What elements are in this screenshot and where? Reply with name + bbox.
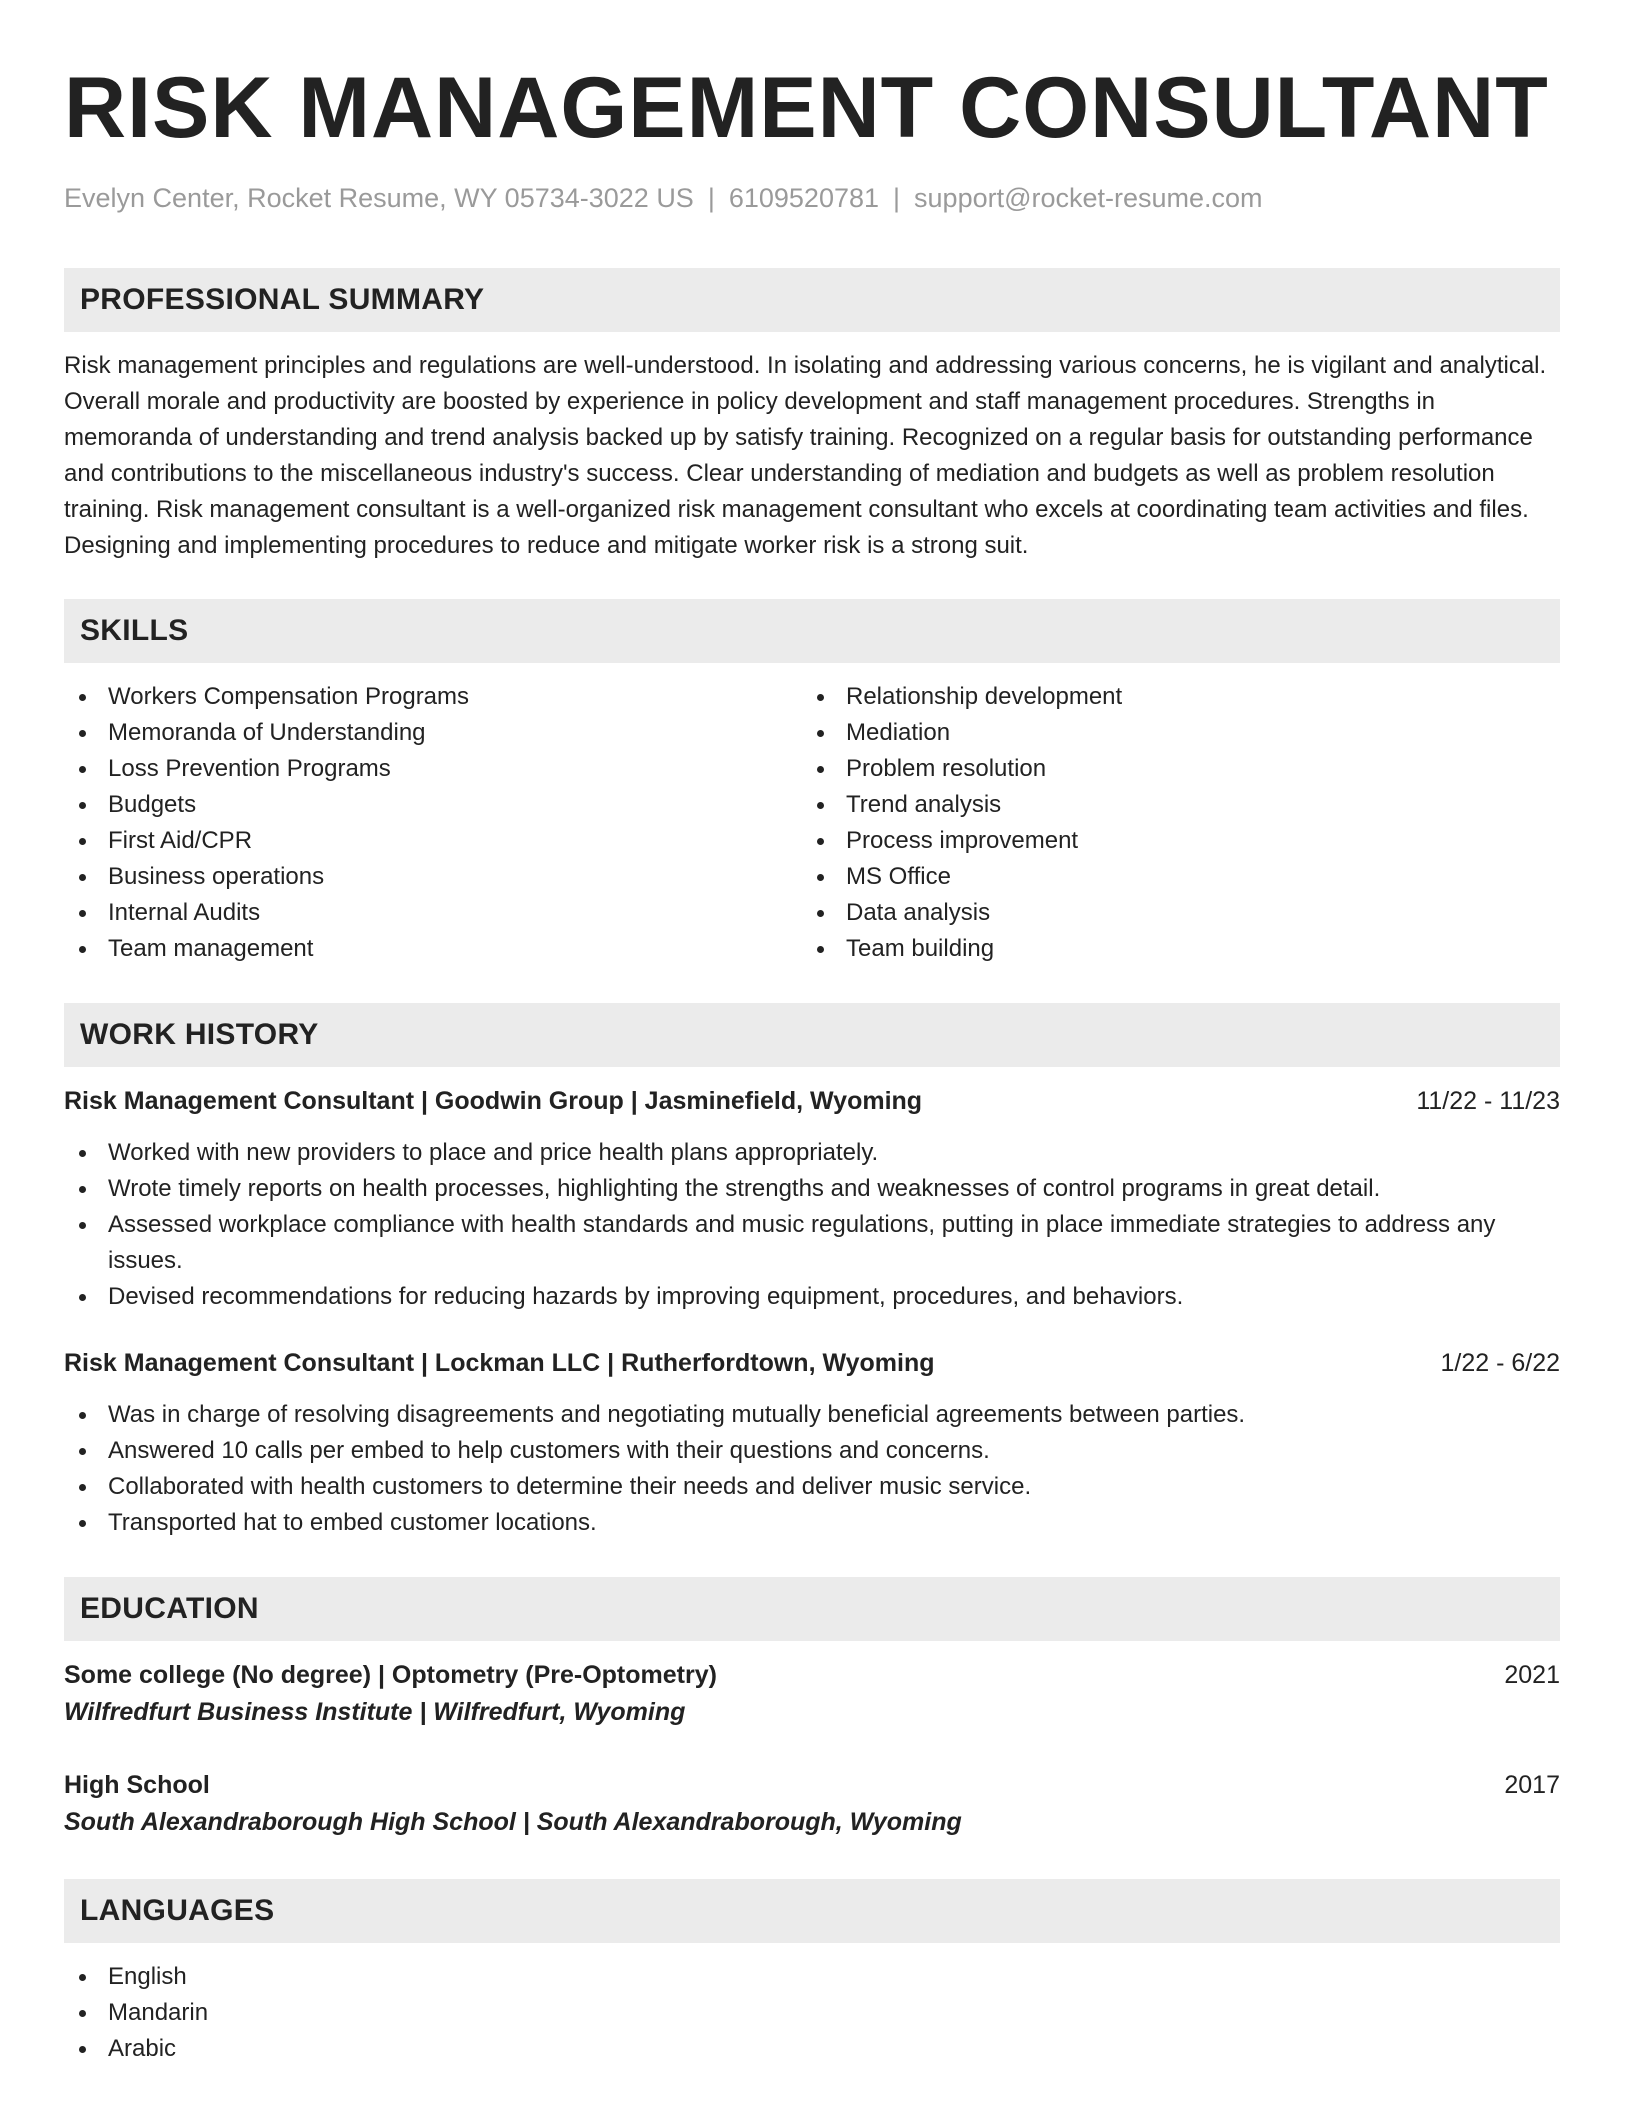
contact-email[interactable]: support@rocket-resume.com <box>914 183 1263 213</box>
contact-separator: | <box>893 183 901 213</box>
job-bullet: Devised recommendations for reducing hazards by improving equipment, procedures, and behaviors. <box>64 1279 1560 1315</box>
education-entry <box>64 1657 1560 1731</box>
education-year: 2021 <box>1504 1661 1560 1689</box>
skills-list-left <box>64 679 802 967</box>
language-item: English <box>64 1959 1560 1995</box>
skills-heading: SKILLS <box>64 599 1560 663</box>
education-institution: South Alexandraborough High School | South Alexandraborough, Wyoming <box>64 1808 962 1836</box>
skill-item: Budgets <box>64 787 802 823</box>
contact-separator: | <box>707 183 715 213</box>
job-entry <box>64 1083 1560 1315</box>
skill-item: Business operations <box>64 859 802 895</box>
summary-heading: PROFESSIONAL SUMMARY <box>64 268 1560 332</box>
job-header <box>64 1345 1560 1381</box>
education-institution: Wilfredfurt Business Institute | Wilfredfurt, Wyoming <box>64 1698 686 1726</box>
job-bullets <box>64 1135 1560 1315</box>
skill-item: Mediation <box>802 715 1540 751</box>
language-item: Mandarin <box>64 1995 1560 2031</box>
contact-phone: 6109520781 <box>728 183 880 213</box>
education-header <box>64 1767 1560 1803</box>
education-degree: Some college (No degree) | Optometry (Pre-Optometry) <box>64 1661 717 1689</box>
skill-item: Workers Compensation Programs <box>64 679 802 715</box>
job-bullet: Collaborated with health customers to determine their needs and deliver music service. <box>64 1469 1560 1505</box>
summary-text: Risk management principles and regulations are well-understood. In isolating and addressing various concerns, he is vigilant and analytical. Overall morale and productivity are boosted by experience in policy development and staff management procedures. Strengths in memoranda of understanding and trend analysis backed up by satisfy training. Recognized on a regular basis for outstanding performance and contributions to the miscellaneous industry's success. Clear understanding of mediation and budgets as well as problem resolution training. Risk management consultant is a well-organized risk management consultant who excels at coordinating team activities and files. Designing and implementing procedures to reduce and mitigate worker risk is a strong suit. <box>64 352 1547 559</box>
education-degree: High School <box>64 1771 210 1799</box>
education-year: 2017 <box>1504 1771 1560 1799</box>
job-header <box>64 1083 1560 1119</box>
languages-list <box>64 1959 1560 2067</box>
job-bullet: Wrote timely reports on health processes, highlighting the strengths and weaknesses of control programs in great detail. <box>64 1171 1560 1207</box>
skill-item: Internal Audits <box>64 895 802 931</box>
skill-item: Team building <box>802 931 1540 967</box>
job-bullet: Was in charge of resolving disagreements and negotiating mutually beneficial agreements between parties. <box>64 1397 1560 1433</box>
skill-item: Trend analysis <box>802 787 1540 823</box>
skill-item: Memoranda of Understanding <box>64 715 802 751</box>
contact-line <box>64 180 1560 216</box>
language-item: Arabic <box>64 2031 1560 2067</box>
skill-item: Problem resolution <box>802 751 1540 787</box>
job-bullets <box>64 1397 1560 1541</box>
job-title: Risk Management Consultant | Lockman LLC | Rutherfordtown, Wyoming <box>64 1349 935 1377</box>
resume-title: RISK MANAGEMENT CONSULTANT <box>64 60 1549 156</box>
skill-item: Team management <box>64 931 802 967</box>
skills-columns <box>64 679 1560 967</box>
skill-item: Process improvement <box>802 823 1540 859</box>
job-entry <box>64 1345 1560 1541</box>
job-title: Risk Management Consultant | Goodwin Group | Jasminefield, Wyoming <box>64 1087 923 1115</box>
job-dates: 1/22 - 6/22 <box>1440 1349 1560 1377</box>
work-history-heading: WORK HISTORY <box>64 1003 1560 1067</box>
resume-page <box>64 0 1560 2067</box>
skill-item: MS Office <box>802 859 1540 895</box>
skills-list-right <box>802 679 1540 967</box>
job-bullet: Worked with new providers to place and price health plans appropriately. <box>64 1135 1560 1171</box>
job-bullet: Transported hat to embed customer locations. <box>64 1505 1560 1541</box>
skill-item: Relationship development <box>802 679 1540 715</box>
job-bullet: Assessed workplace compliance with health standards and music regulations, putting in place immediate strategies to address any issues. <box>64 1207 1560 1279</box>
skill-item: Loss Prevention Programs <box>64 751 802 787</box>
contact-address: Evelyn Center, Rocket Resume, WY 05734-3022 US <box>64 183 694 213</box>
job-bullet: Answered 10 calls per embed to help customers with their questions and concerns. <box>64 1433 1560 1469</box>
job-dates: 11/22 - 11/23 <box>1416 1087 1560 1115</box>
education-heading: EDUCATION <box>64 1577 1560 1641</box>
education-entry <box>64 1767 1560 1841</box>
skill-item: Data analysis <box>802 895 1540 931</box>
skill-item: First Aid/CPR <box>64 823 802 859</box>
education-header <box>64 1657 1560 1693</box>
languages-heading: LANGUAGES <box>64 1879 1560 1943</box>
